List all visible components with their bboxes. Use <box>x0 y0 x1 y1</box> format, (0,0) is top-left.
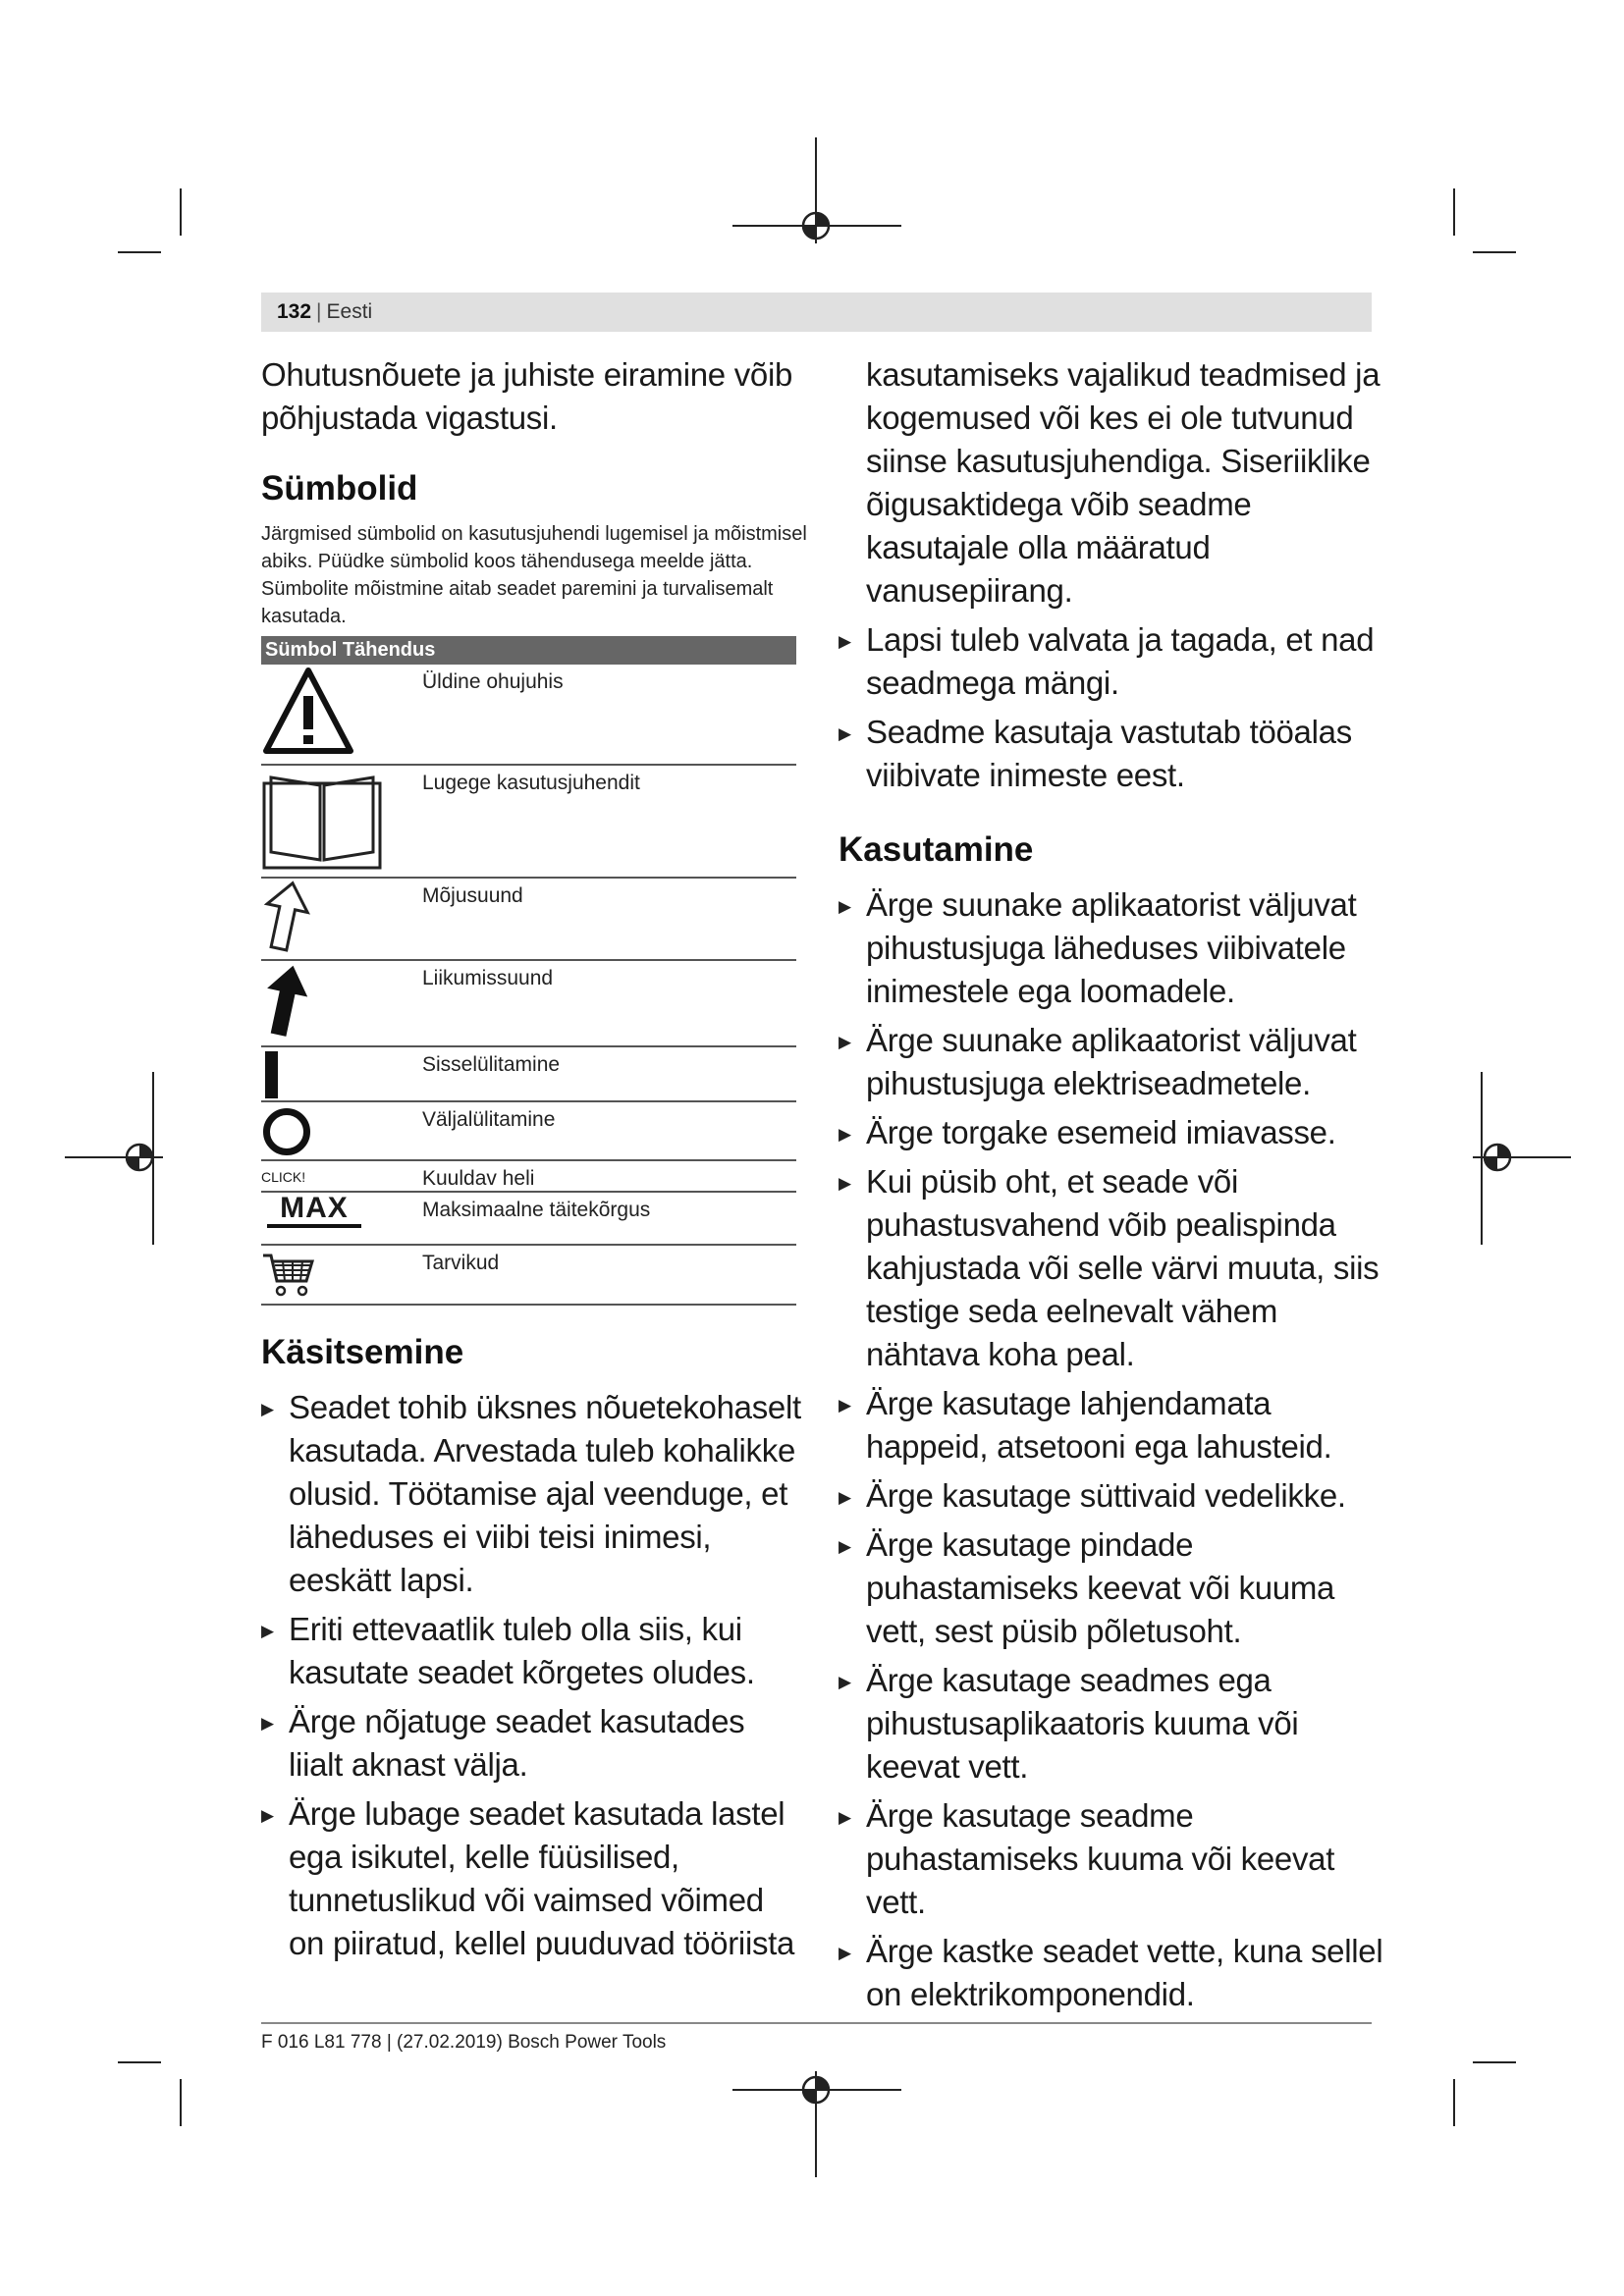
crop-mark <box>1453 2079 1455 2126</box>
max-icon-text: MAX <box>280 1192 349 1224</box>
list-item: ▶ Seadme kasutaja vastutab tööalas viibivate inimeste eest. <box>839 711 1388 797</box>
crop-mark <box>118 251 161 253</box>
list-item: ▶ Kui püsib oht, et seade või puhastusvahend võib pealispinda kahjustada või selle värvi muuta, siis testige seda eelnevalt vähem nähtava koha peal. <box>839 1160 1388 1376</box>
handling-list <box>261 1386 807 1965</box>
section-title-usage: Kasutamine <box>839 830 1034 869</box>
table-row <box>261 1046 796 1101</box>
registration-mark-icon <box>798 208 834 243</box>
symbol-label: Üldine ohujuhis <box>422 665 796 765</box>
table-header: Sümbol Tähendus <box>261 636 796 665</box>
list-item: ▶ Ärge lubage seadet kasutada lastel ega isikutel, kelle füüsilised, tunnetuslikud või vaimsed võimed on piiratud, kellel puuduvad tööriista <box>261 1792 807 1965</box>
max-icon <box>267 1193 361 1228</box>
filled-arrow-icon <box>261 961 310 1040</box>
crop-mark <box>118 2061 161 2063</box>
registration-mark-icon <box>798 2072 834 2108</box>
list-item: ▶ Ärge kasutage süttivaid vedelikke. <box>839 1474 1388 1518</box>
header-language: Eesti <box>326 300 373 323</box>
left-column <box>261 353 807 1971</box>
list-item: ▶ Seadet tohib üksnes nõuetekohaselt kasutada. Arvestada tuleb kohalikke olusid. Töötamise ajal veenduge, et läheduses ei viibi teisi inimesi, eeskätt lapsi. <box>261 1386 807 1602</box>
registration-mark-icon <box>122 1140 157 1175</box>
continuation-text: kasutamiseks vajalikud teadmised ja kogemused või kes ei ole tutvunud siinse kasutusjuhendiga. Siseriiklike õigusaktidega võib seadme kasutajale olla määratud vanusepiirang. <box>866 356 1380 609</box>
click-icon: CLICK! <box>261 1169 306 1185</box>
table-row <box>261 765 796 878</box>
crop-mark <box>180 2079 182 2126</box>
list-item: ▶ Ärge suunake aplikaatorist väljuvat pihustusjuga läheduses viibivatele inimestele ega loomadele. <box>839 883 1388 1013</box>
right-column <box>839 353 1388 2022</box>
warning-triangle-icon <box>261 665 355 759</box>
section-title-handling: Käsitsemine <box>261 1333 464 1371</box>
list-item: ▶ Ärge kasutage seadme puhastamiseks kuuma või keevat vett. <box>839 1794 1388 1924</box>
continuation-list <box>839 618 1388 797</box>
list-item: ▶ Ärge torgake esemeid imiavasse. <box>839 1111 1388 1154</box>
list-item: ▶ Ärge kasutage lahjendamata happeid, atsetooni ega lahusteid. <box>839 1382 1388 1468</box>
page-number: 132 <box>277 300 312 323</box>
list-item: ▶ Ärge kasutage seadmes ega pihustusaplikaatoris kuuma või keevat vett. <box>839 1659 1388 1789</box>
table-row <box>261 1160 796 1192</box>
cart-icon <box>261 1250 316 1299</box>
symbol-label: Tarvikud <box>422 1245 796 1305</box>
table-row <box>261 1245 796 1305</box>
table-row <box>261 665 796 765</box>
table-row <box>261 878 796 960</box>
crop-mark <box>180 188 182 236</box>
registration-mark-icon <box>1480 1140 1515 1175</box>
list-item: ▶ Ärge nõjatuge seadet kasutades liialt aknast välja. <box>261 1700 807 1787</box>
intro-warning: Ohutusnõuete ja juhiste eiramine võib põhjustada vigastusi. <box>261 356 793 436</box>
symbol-label: Maksimaalne täitekõrgus <box>422 1192 796 1245</box>
symbols-table <box>261 636 796 1306</box>
power-on-icon <box>265 1051 278 1098</box>
list-item: ▶ Ärge suunake aplikaatorist väljuvat pihustusjuga elektriseadmetele. <box>839 1019 1388 1105</box>
crop-mark <box>1473 2061 1516 2063</box>
crop-mark <box>1453 188 1455 236</box>
footer-divider <box>261 2022 1372 2024</box>
symbol-label: Kuuldav heli <box>422 1160 796 1192</box>
book-icon <box>261 770 383 872</box>
list-item: ▶ Ärge kastke seadet vette, kuna sellel on elektrikomponendid. <box>839 1930 1388 2016</box>
table-row <box>261 1101 796 1160</box>
section-title-symbols: Sümbolid <box>261 469 418 507</box>
usage-list <box>839 883 1388 2016</box>
page-header <box>261 293 1372 332</box>
outline-arrow-icon <box>261 879 310 953</box>
symbols-intro: Järgmised sümbolid on kasutusjuhendi lugemisel ja mõistmisel abiks. Püüdke sümbolid koos tähendusega meelde jätta. Sümbolite mõistmine aitab seadet paremini ja turvalisemalt kasutada. <box>261 523 807 627</box>
list-item: ▶ Lapsi tuleb valvata ja tagada, et nad seadmega mängi. <box>839 618 1388 705</box>
list-item: ▶ Eriti ettevaatlik tuleb olla siis, kui kasutate seadet kõrgetes oludes. <box>261 1608 807 1694</box>
page-footer: F 016 L81 778 | (27.02.2019) Bosch Power Tools <box>261 2032 667 2053</box>
symbol-label: Sisselülitamine <box>422 1046 796 1101</box>
symbol-label: Mõjusuund <box>422 878 796 960</box>
table-row <box>261 1192 796 1245</box>
power-off-icon <box>263 1108 310 1155</box>
header-separator: | <box>316 300 322 323</box>
symbol-label: Liikumissuund <box>422 960 796 1046</box>
symbol-label: Väljalülitamine <box>422 1101 796 1160</box>
table-row <box>261 960 796 1046</box>
symbol-label: Lugege kasutusjuhendit <box>422 765 796 878</box>
crop-mark <box>1473 251 1516 253</box>
list-item: ▶ Ärge kasutage pindade puhastamiseks keevat või kuuma vett, sest püsib põletusoht. <box>839 1523 1388 1653</box>
